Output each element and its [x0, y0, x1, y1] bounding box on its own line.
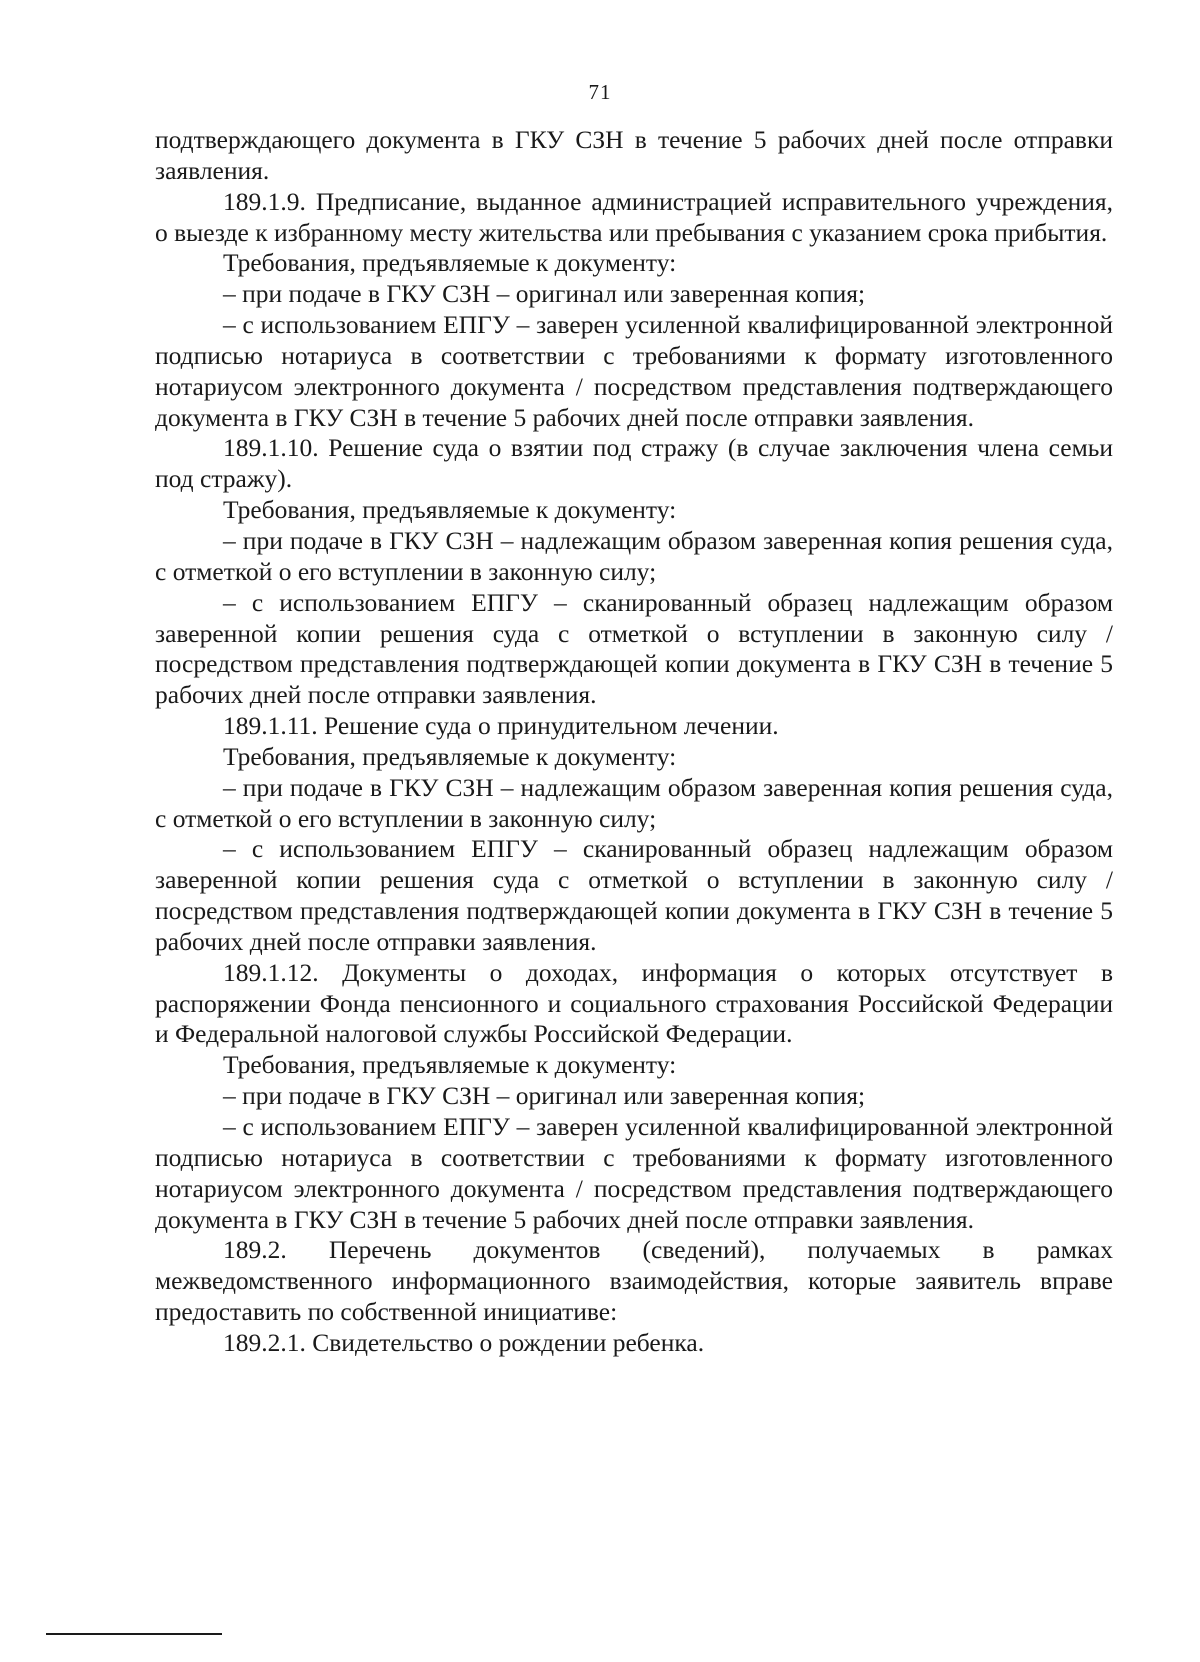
- paragraph-189-1-12: 189.1.12. Документы о доходах, информация о которых отсутствует в распоряжении Фонда пенсионного и социального страхования Российской Федерации и Федеральной налоговой службы Российской Федерации.: [155, 957, 1113, 1049]
- paragraph-requirement-item: – с использованием ЕПГУ – заверен усиленной квалифицированной электронной подписью нотариуса в соответствии с требованиями к формату изготовленного нотариусом электронного документа / посредством представления подтверждающего документа в ГКУ СЗН в течение 5 рабочих дней после отправки заявления.: [155, 310, 1113, 432]
- paragraph-189-2: 189.2. Перечень документов (сведений), получаемых в рамках межведомственного информационного взаимодействия, которые заявитель вправе предоставить по собственной инициативе:: [155, 1235, 1113, 1327]
- paragraph-requirements: Требования, предъявляемые к документу:: [223, 1050, 677, 1080]
- footnote-divider: [46, 1633, 222, 1635]
- paragraph-requirements: Требования, предъявляемые к документу:: [223, 741, 677, 771]
- paragraph-requirement-item: – с использованием ЕПГУ – сканированный образец надлежащим образом заверенной копии решения суда с отметкой о вступлении в законную силу / посредством представления подтверждающей копии документа в ГКУ СЗН в течение 5 рабочих дней после отправки заявления.: [155, 834, 1113, 956]
- paragraph-189-2-1: 189.2.1. Свидетельство о рождении ребенка.: [223, 1327, 705, 1357]
- page-number: 71: [588, 80, 612, 104]
- paragraph-requirements: Требования, предъявляемые к документу:: [223, 248, 677, 278]
- paragraph-189-1-11: 189.1.11. Решение суда о принудительном лечении.: [223, 711, 779, 741]
- paragraph-requirement-item: – с использованием ЕПГУ – сканированный образец надлежащим образом заверенной копии решения суда с отметкой о вступлении в законную силу / посредством представления подтверждающей копии документа в ГКУ СЗН в течение 5 рабочих дней после отправки заявления.: [155, 587, 1113, 710]
- paragraph-requirement-item: – при подаче в ГКУ СЗН – оригинал или заверенная копия;: [223, 279, 866, 309]
- paragraph-continuation: подтверждающего документа в ГКУ СЗН в течение 5 рабочих дней после отправки заявления.: [155, 125, 1113, 185]
- paragraph-requirement-item: – при подаче в ГКУ СЗН – надлежащим образом заверенная копия решения суда, с отметкой о его вступлении в законную силу;: [155, 772, 1113, 833]
- paragraph-requirements: Требования, предъявляемые к документу:: [223, 495, 677, 525]
- paragraph-189-1-10: 189.1.10. Решение суда о взятии под стражу (в случае заключения члена семьи под стражу).: [155, 433, 1113, 494]
- document-body: [155, 125, 1113, 1359]
- paragraph-requirement-item: – при подаче в ГКУ СЗН – оригинал или заверенная копия;: [223, 1081, 866, 1111]
- paragraph-requirement-item: – при подаче в ГКУ СЗН – надлежащим образом заверенная копия решения суда, с отметкой о его вступлении в законную силу;: [155, 525, 1113, 586]
- paragraph-requirement-item: – с использованием ЕПГУ – заверен усиленной квалифицированной электронной подписью нотариуса в соответствии с требованиями к формату изготовленного нотариусом электронного документа / посредством представления подтверждающего документа в ГКУ СЗН в течение 5 рабочих дней после отправки заявления.: [155, 1112, 1113, 1234]
- paragraph-189-1-9: 189.1.9. Предписание, выданное администрацией исправительного учреждения, о выезде к избранному месту жительства или пребывания с указанием срока прибытия.: [155, 186, 1113, 247]
